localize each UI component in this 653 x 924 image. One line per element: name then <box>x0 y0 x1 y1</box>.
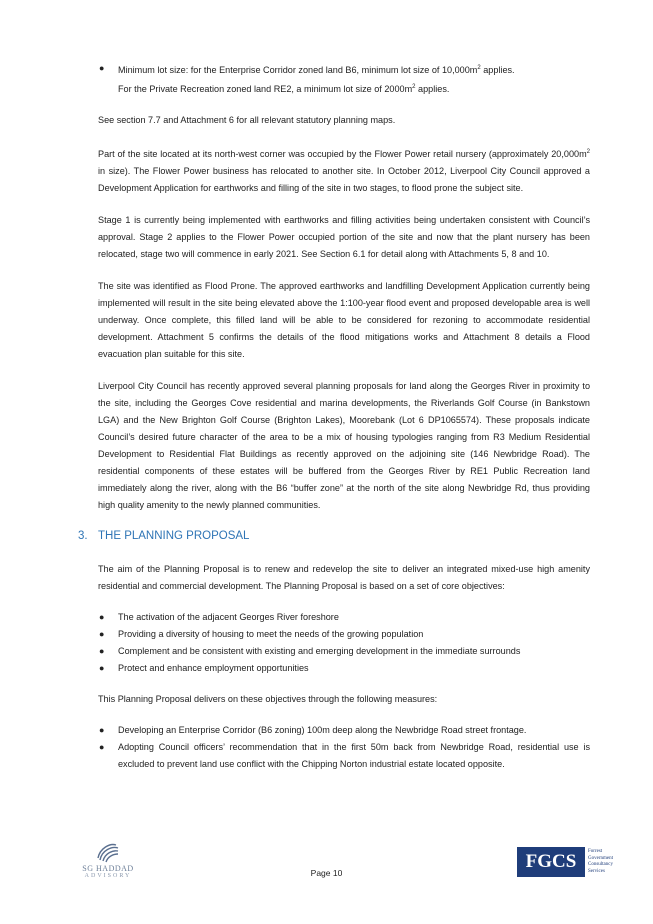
paragraph-council: Liverpool City Council has recently approved several planning proposals for land along the Georges River in proximity to the site, including the Georges Cove residential and marina developments, the Riverlands Golf Course (in Bankstown LGA) and the New Brighton Golf Course (Brighton Lakes), Moorebank (Lot 6 DP1065574). These proposals indicate Council’s desired future character of the area to be a mix of housing typologies ranging from R3 Medium Residential Development to Residential Flat Buildings as recently approved on the adjoining site (146 Newbridge Road). The residential components of these estates will be buffered from the Georges River by RE1 Public Recreation land immediately along the river, along with the B6 “buffer zone” at the north of the site along Newbridge Rd, thus providing high quality amenity to the newly planned communities. <box>98 381 590 511</box>
bullet-icon: ● <box>99 742 105 753</box>
bullet-icon: ● <box>99 663 105 674</box>
paragraph-flood: The site was identified as Flood Prone. The approved earthworks and landfilling Development Application currently being implemented will result in the site being elevated above the 1:100-year flood event and proposed developable area is well underway. Once complete, this filled land will be able to be considered for rezoning to accommodate residential development. Attachment 5 confirms the details of the flood mitigations works and Attachment 8 details a Flood evacuation plan suitable for this site. <box>98 281 590 360</box>
bullet-icon: ● <box>99 646 105 657</box>
bullet-icon: ● <box>99 612 105 623</box>
section-heading: 3. THE PLANNING PROPOSAL <box>78 530 250 543</box>
paragraph-aim: The aim of the Planning Proposal is to renew and redevelop the site to deliver an integrated mixed-use high amenity residential and commercial development. The Planning Proposal is based on a set of core objectives: <box>98 564 590 592</box>
bullet-icon: ● <box>99 629 105 640</box>
objectives-list <box>98 609 590 677</box>
paragraph-flower-power: Part of the site located at its north-west corner was occupied by the Flower Power retail nursery (approximately $20,000m^2$ in size). The Flower Power business has relocated to another site. In October 2012, Liverpool City Council approved a Development Application for earthworks and filling of the site in two stages, to flood prone the subject site. <box>98 149 590 194</box>
list-item: ● The activation of the adjacent Georges River foreshore <box>98 609 590 626</box>
bullet-icon: ● <box>99 63 105 73</box>
measures-list <box>98 722 590 773</box>
paragraph-section-ref: See section 7.7 and Attachment 6 for all relevant statutory planning maps. <box>98 115 396 126</box>
lot-size-list <box>98 60 590 98</box>
fgcs-logo: FGCS <box>517 847 585 877</box>
list-item: ● Minimum lot size: for the Enterprise Corridor zoned land B6, minimum lot size of $10,000m^2$ applies. For the Private Recreation zoned land RE2, a minimum lot size of $2000m^2$ applies. <box>98 60 590 98</box>
bullet-icon: ● <box>99 725 105 736</box>
page-content <box>78 60 590 773</box>
page-number: Page 10 <box>310 868 343 878</box>
list-item: ● Protect and enhance employment opportunities <box>98 660 590 677</box>
list-item: ● Developing an Enterprise Corridor (B6 zoning) 100m deep along the Newbridge Road street frontage. <box>98 722 590 739</box>
list-item: ● Providing a diversity of housing to meet the needs of the growing population <box>98 626 590 643</box>
list-item: ● Complement and be consistent with existing and emerging development in the immediate surrounds <box>98 643 590 660</box>
sg-haddad-sub: ADVISORY <box>84 873 132 879</box>
sg-haddad-name: SG HADDAD <box>82 864 134 873</box>
fgcs-logo-text: Forrest Government Consultancy Services <box>588 849 613 874</box>
paragraph-delivers: This Planning Proposal delivers on these objectives through the following measures: <box>98 694 438 705</box>
list-item: ● Adopting Council officers’ recommendation that in the first 50m back from Newbridge Road, residential use is excluded to prevent land use conflict with the Chipping Norton industrial estate located opposite. <box>98 739 590 773</box>
paragraph-stages: Stage 1 is currently being implemented with earthworks and filling activities being undertaken consistent with Council’s approval. Stage 2 applies to the Flower Power occupied portion of the site and now that the plant nursery has been relocated, stage two will commence in early 2021. See Section 6.1 for detail along with Attachments 5, 8 and 10. <box>98 215 590 260</box>
